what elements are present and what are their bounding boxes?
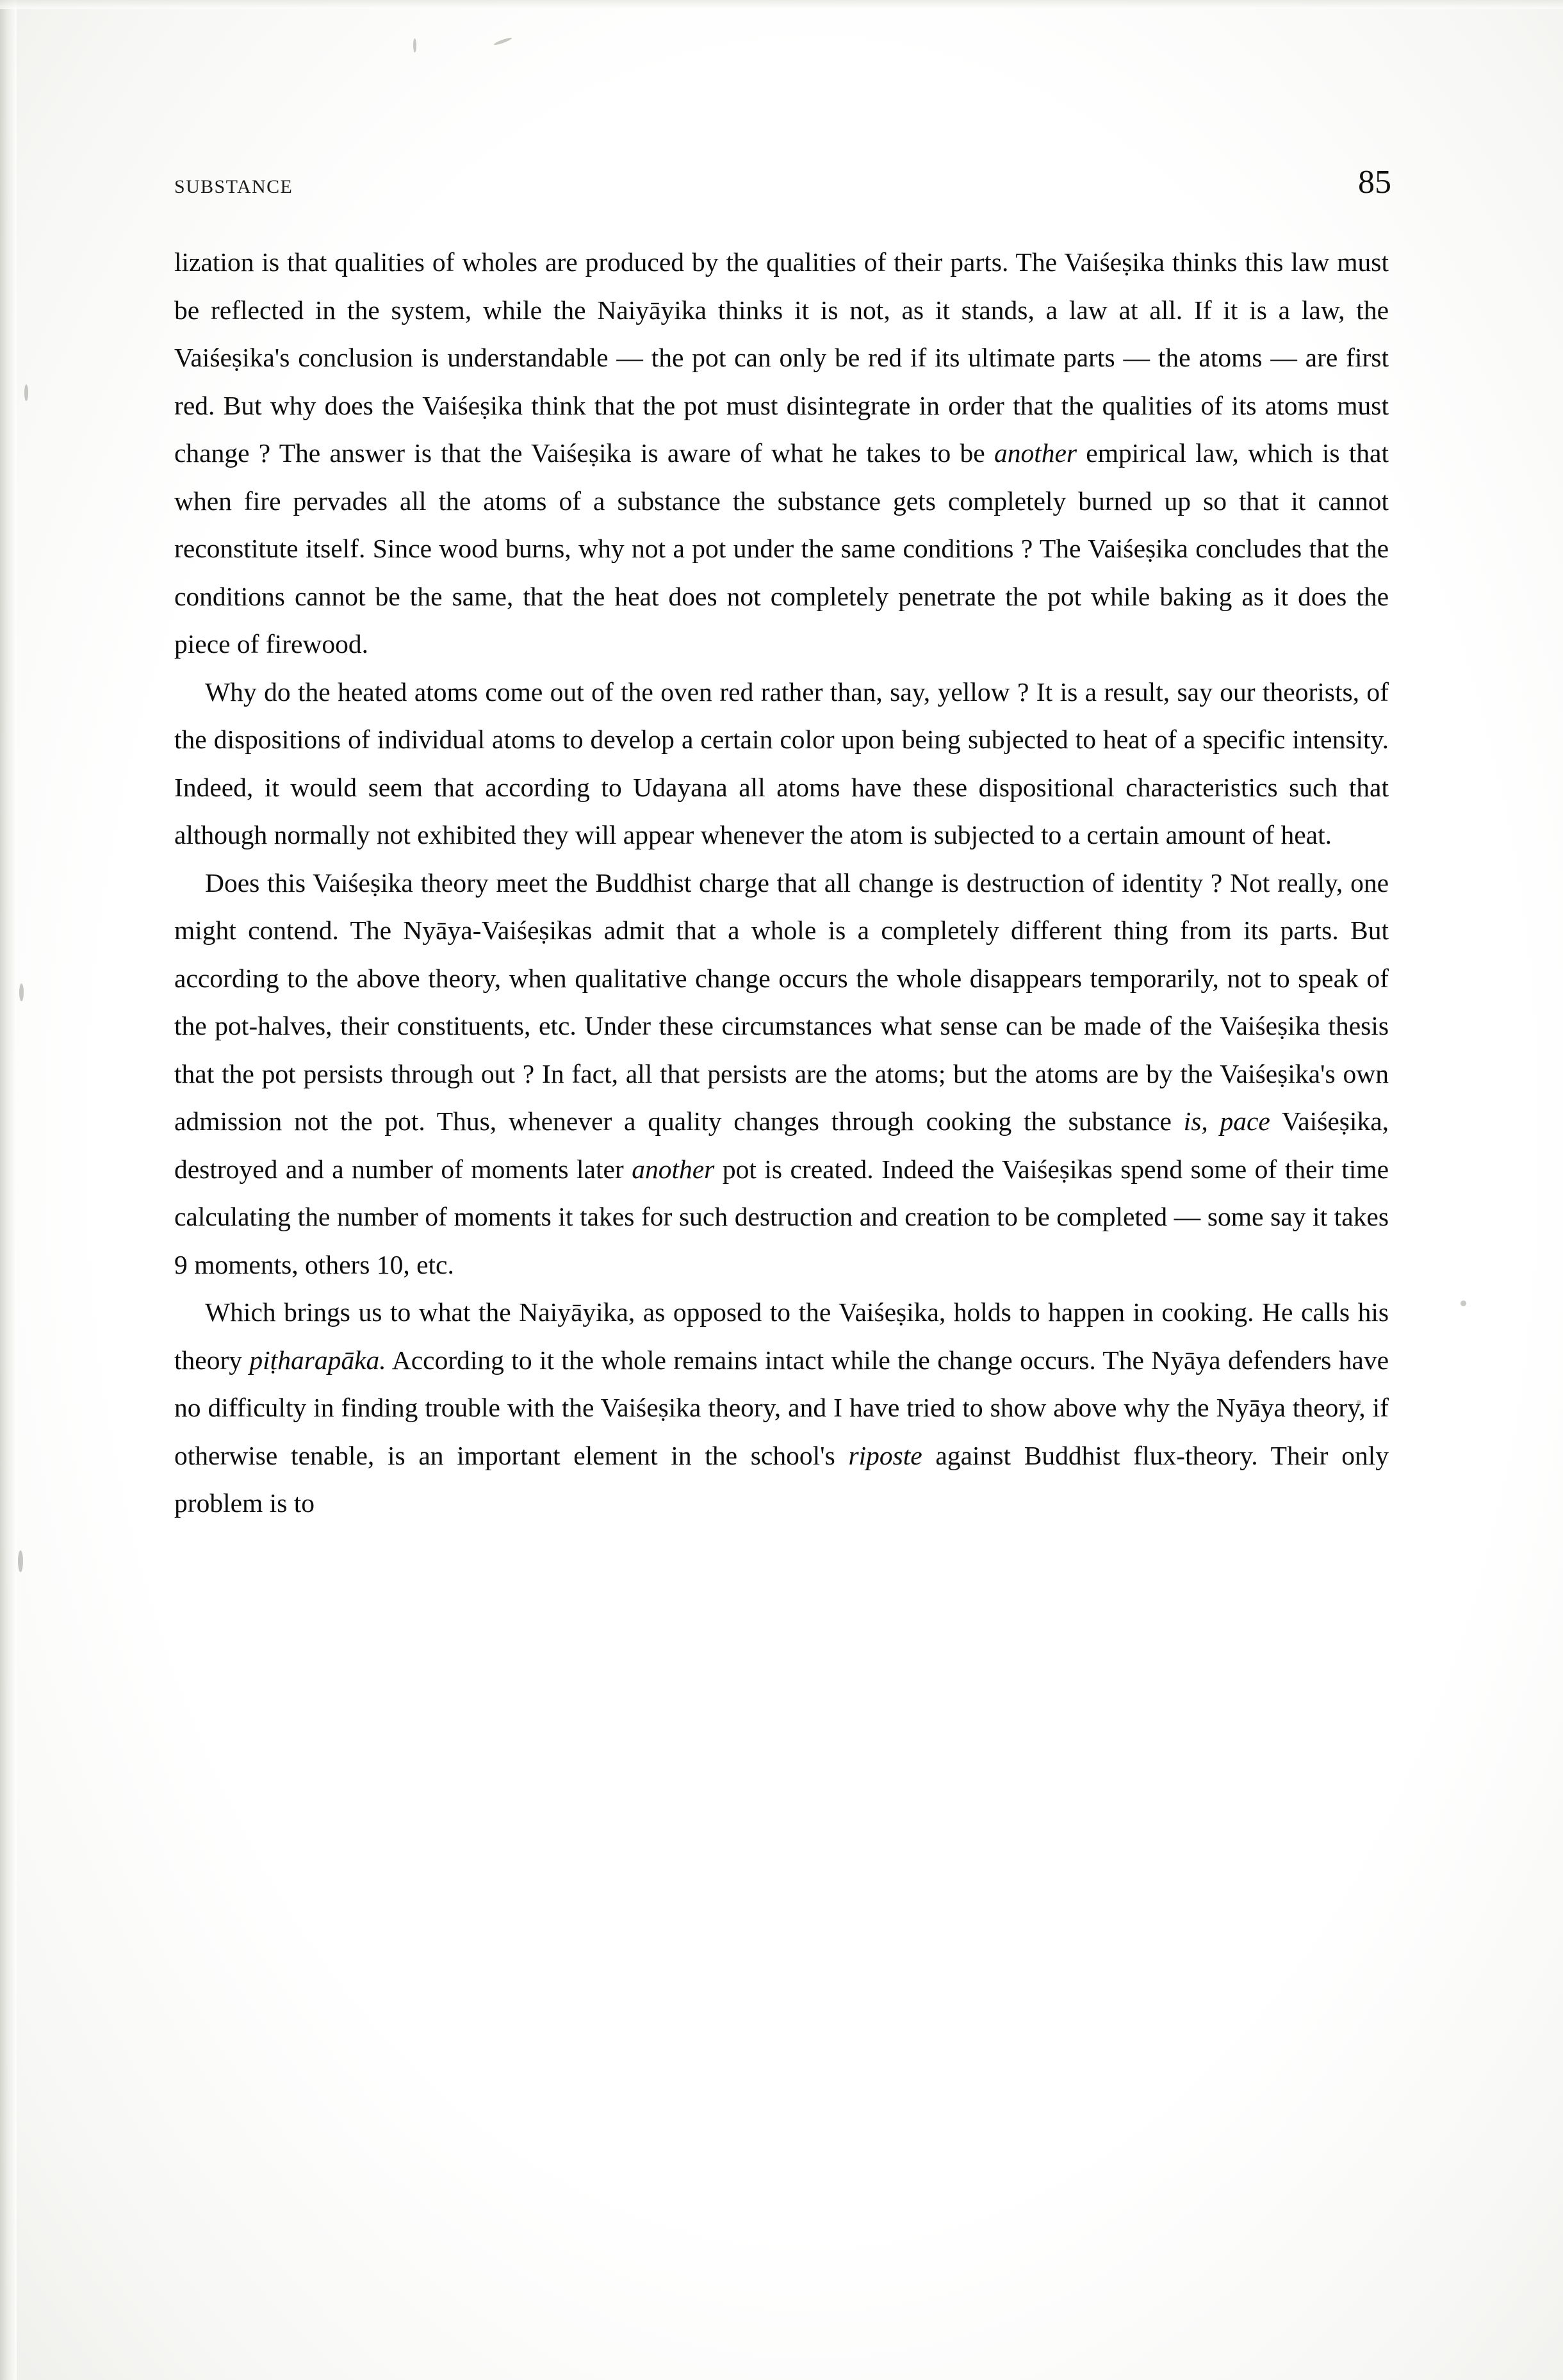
paragraph: lization is that qualities of wholes are produced by the qualities of their parts. The Vaiśeṣika thinks this law must be reflected in the system, while the Naiyāyika thinks it is not, as it stands, a law at all. If it is a law, the Vaiśeṣika's conclusion is understandable — the pot can only be red if its ultimate parts — the atoms — are first red. But why does the Vaiśeṣika think that the pot must disintegrate in order that the qualities of its atoms must change ? The answer is that the Vaiśeṣika is aware of what he takes to be another empirical law, which is that when fire pervades all the atoms of a substance the substance gets completely burned up so that it cannot reconstitute itself. Since wood burns, why not a pot under the same conditions ? The Vaiśeṣika concludes that the conditions cannot be the same, that the heat does not completely penetrate the pot while baking as it does the piece of firewood.: [174, 247, 1389, 659]
paragraph: Why do the heated atoms come out of the oven red rather than, say, yellow ? It is a result, say our theorists, of the dispositions of individual atoms to develop a certain color upon being subjected to heat of a specific intensity. Indeed, it would seem that according to Udayana all atoms have these dispositional characteristics such that although normally not exhibited they will appear whenever the atom is subjected to a certain amount of heat.: [174, 677, 1389, 849]
paragraph: Which brings us to what the Naiyāyika, as opposed to the Vaiśeṣika, holds to happen in cooking. He calls his theory piṭharapāka. According to it the whole remains intact while the change occurs. The Nyāya defenders have no difficulty in finding trouble with the Vaiśeṣika theory, and I have tried to show above why the Nyāya theory, if otherwise tenable, is an important element in the school's riposte against Buddhist flux-theory. Their only problem is to: [174, 1297, 1389, 1518]
page-header: [174, 163, 1391, 201]
paragraph: Does this Vaiśeṣika theory meet the Buddhist charge that all change is destruction of identity ? Not really, one might contend. The Nyāya-Vaiśeṣikas admit that a whole is a completely different thing from its parts. But according to the above theory, when qualitative change occurs the whole disappears temporarily, not to speak of the pot-halves, their constituents, etc. Under these circumstances what sense can be made of the Vaiśeṣika thesis that the pot persists through out ? In fact, all that persists are the atoms; but the atoms are by the Vaiśeṣika's own admission not the pot. Thus, whenever a quality changes through cooking the substance is, pace Vaiśeṣika, destroyed and a number of moments later another pot is created. Indeed the Vaiśeṣikas spend some of their time calculating the number of moments it takes for such destruction and creation to be completed — some say it takes 9 moments, others 10, etc.: [174, 867, 1389, 1279]
page-number: 85: [1358, 164, 1391, 201]
body-text: [174, 238, 1389, 1527]
running-head: SUBSTANCE: [174, 176, 293, 197]
